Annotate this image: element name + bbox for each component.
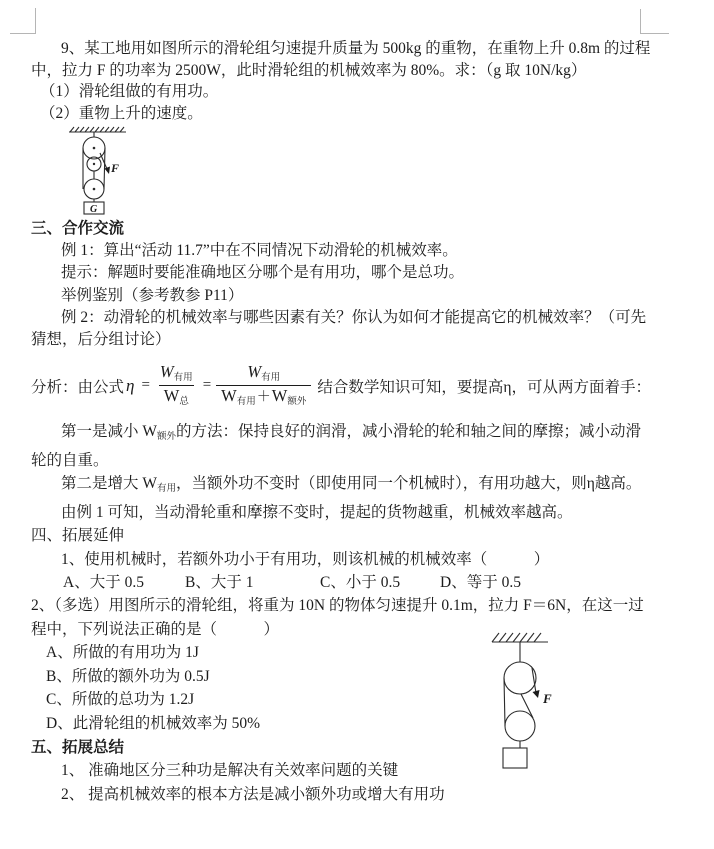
q2-stem-line2: 程中，下列说法正确的是（ ） [31, 620, 280, 638]
w-useful-base-2: W [247, 362, 262, 382]
analysis-line1 [31, 420, 686, 449]
pulley-system-1-drawing [64, 125, 134, 217]
q1-option-b: B、大于 1 [185, 574, 254, 592]
example2-line2: 猜想，后分组讨论） [31, 331, 171, 349]
w-useful-base: W [159, 362, 174, 382]
summary-line2: 2、 提高机械效率的根本方法是减小额外功或增大有用功 [61, 785, 445, 803]
pulley-diagram-q9 [31, 125, 686, 218]
w-useful-den-base: W [221, 386, 237, 406]
plus-sign: ＋ [256, 390, 271, 406]
q1-option-c: C、小于 0.5 [320, 574, 401, 592]
analysis-line1-text2: 的方法：保持良好的润滑，减小滑轮的轮和轴之间的摩擦；减小动滑 [176, 422, 642, 440]
q2-stem-line1: 2、（多选）用图所示的滑轮组，将重为 10N 的物体匀速提升 0.1m，拉力 F＝6N，在这一过 [31, 597, 644, 615]
question9-line1: 9、某工地用如图所示的滑轮组匀速提升质量为 500kg 的重物，在重物上升 0.8m 的过程 [61, 40, 651, 57]
question9-line2: 中，拉力 F 的功率为 2500W，此时滑轮组的机械效率为 80%。求：（g 取 10N/kg） [31, 61, 587, 79]
section5-heading: 五、拓展总结 [31, 738, 125, 756]
analysis-line3-text2: ，当额外功不变时（即使用同一个机械时），有用功越大，则η越高。 [176, 475, 642, 492]
fraction-2 [216, 362, 311, 409]
reference-line: 举例鉴别（参考教参 P11） [61, 286, 244, 304]
w-useful-sub-2: 有用 [261, 373, 281, 384]
fraction-1 [155, 362, 198, 409]
w-total-sub: 总 [179, 397, 189, 408]
equals-sign-2: = [202, 377, 212, 394]
question9-sub2: （2）重物上升的速度。 [40, 105, 203, 123]
w-useful-sub: 有用 [173, 373, 193, 384]
analysis-line3-text: 第二是增大 W [61, 475, 158, 492]
q2-option-d: D、此滑轮组的机械效率为 50% [46, 715, 260, 733]
analysis-line4: 由例 1 可知，当动滑轮重和摩擦不变时，提起的货物越重，机械效率越高。 [61, 504, 573, 522]
analysis-line3-sub: 有用 [157, 484, 177, 494]
summary-line1: 1、 准确地区分三种功是解决有关效率问题的关键 [61, 762, 399, 780]
q1-options-row [63, 571, 686, 594]
eta-symbol: η [126, 375, 135, 395]
hint-line: 提示：解题时要能准确地区分哪个是有用功，哪个是总功。 [61, 264, 465, 282]
q1-stem: 1、使用机械时，若额外功小于有用功，则该机械的机械效率（ ） [61, 550, 550, 568]
formula-prefix: 分析：由公式 [31, 378, 125, 396]
section3-heading: 三、合作交流 [31, 219, 125, 237]
w-useful-den-sub: 有用 [236, 397, 256, 408]
pulley-diagram-q2 [475, 632, 575, 772]
formula-suffix: 结合数学知识可知，要提高η，可从两方面着手： [317, 378, 651, 396]
example2-line1: 例 2：动滑轮的机械效率与哪些因素有关？你认为如何才能提高它的机械效率？（可先 [61, 309, 647, 326]
force-label-f2: F [543, 691, 552, 706]
equals-sign-1: = [141, 377, 150, 394]
q2-option-a: A、所做的有用功为 1J [46, 644, 199, 662]
q1-option-a: A、大于 0.5 [63, 574, 144, 592]
question9-sub1: （1）滑轮组做的有用功。 [40, 83, 219, 101]
weight-label-g: G [90, 203, 98, 215]
q2-option-b: B、所做的额外功为 0.5J [46, 667, 210, 685]
w-extra-sub: 额外 [287, 397, 307, 408]
q2-option-c: C、所做的总功为 1.2J [46, 691, 195, 709]
analysis-line3 [31, 472, 686, 501]
analysis-line1-sub: 额外 [157, 431, 177, 442]
force-label-f1: F [111, 160, 120, 175]
q1-option-d: D、等于 0.5 [440, 574, 521, 592]
example1-line: 例 1：算出“活动 11.7”中在不同情况下动滑轮的机械效率。 [61, 242, 458, 260]
w-extra-base: W [271, 386, 288, 406]
section4-heading: 四、拓展延伸 [31, 527, 125, 545]
analysis-line2: 轮的自重。 [31, 451, 109, 469]
analysis-line1-text: 第一是减小 W [61, 422, 158, 440]
efficiency-formula-line [31, 352, 686, 420]
w-total-base: W [163, 386, 180, 406]
